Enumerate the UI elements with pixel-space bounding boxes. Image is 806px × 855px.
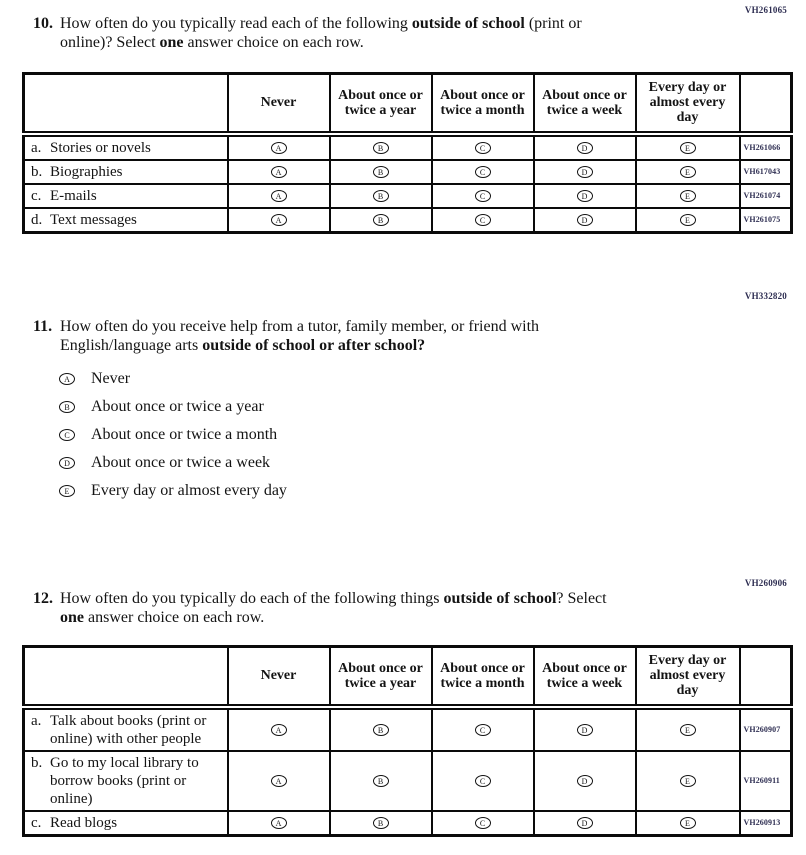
answer-cell <box>636 208 740 233</box>
answer-bubble-e[interactable]: E <box>680 214 696 226</box>
answer-bubble-e[interactable]: E <box>680 166 696 178</box>
row-label <box>24 707 228 751</box>
question-12-text <box>60 589 607 627</box>
answer-cell <box>534 751 636 811</box>
question-10-number: 10. <box>33 15 53 32</box>
option-label: About once or twice a month <box>91 425 278 443</box>
answer-cell <box>432 184 534 208</box>
option-label: About once or twice a week <box>91 453 271 471</box>
answer-cell <box>534 208 636 233</box>
answer-cell <box>330 751 432 811</box>
table-row <box>24 208 792 233</box>
question-12-number: 12. <box>33 590 53 607</box>
row-label-text: Read blogs <box>50 814 118 831</box>
item-code: VH261066 <box>740 134 792 160</box>
option-label: Never <box>91 369 131 387</box>
answer-bubble-e[interactable]: E <box>680 142 696 154</box>
row-letter: b. <box>31 754 43 771</box>
question-10-code: VH261065 <box>744 5 787 15</box>
header-blank <box>24 647 228 707</box>
table-header-row <box>24 647 792 707</box>
answer-cell <box>432 208 534 233</box>
answer-bubble-c[interactable]: C <box>475 724 491 736</box>
answer-cell <box>228 751 330 811</box>
answer-bubble-c[interactable]: C <box>475 142 491 154</box>
answer-bubble-b[interactable]: B <box>373 142 389 154</box>
question-10-text <box>60 14 582 52</box>
answer-bubble-b[interactable]: B <box>373 214 389 226</box>
row-label <box>24 811 228 836</box>
answer-bubble-c[interactable]: C <box>475 775 491 787</box>
answer-cell <box>534 160 636 184</box>
question-11-text-part: English/language arts <box>60 337 203 354</box>
question-11-number: 11. <box>33 318 53 335</box>
option-every-day[interactable] <box>59 482 287 499</box>
question-12-text-part: ? Select <box>556 590 607 607</box>
answer-cell <box>636 134 740 160</box>
row-label-text: Go to my local library to borrow books (print or online) <box>50 754 199 807</box>
question-12-code: VH260906 <box>744 578 787 588</box>
column-header-every-day: Every day or almost every day <box>636 647 740 707</box>
answer-cell <box>228 811 330 836</box>
item-code: VH260907 <box>740 707 792 751</box>
answer-cell <box>330 811 432 836</box>
question-10-text-part: answer choice on each row. <box>183 34 364 51</box>
answer-cell <box>534 811 636 836</box>
answer-cell <box>228 208 330 233</box>
answer-cell <box>432 160 534 184</box>
column-header-once-twice-month: About once or twice a month <box>432 74 534 134</box>
table-row <box>24 134 792 160</box>
question-12-text-part: answer choice on each row. <box>84 609 265 626</box>
row-letter: d. <box>31 211 43 228</box>
row-letter: c. <box>31 814 42 831</box>
row-letter: c. <box>31 187 42 204</box>
answer-cell <box>228 160 330 184</box>
row-label-text: Talk about books (print or online) with other people <box>50 712 207 747</box>
option-never[interactable] <box>59 370 287 387</box>
header-blank <box>24 74 228 134</box>
answer-cell <box>432 134 534 160</box>
answer-bubble-b[interactable]: B <box>373 775 389 787</box>
option-once-twice-week[interactable] <box>59 454 287 471</box>
question-11-text-part: How often do you receive help from a tutor, family member, or friend with <box>60 318 540 335</box>
answer-bubble-c[interactable]: C <box>475 817 491 829</box>
item-code: VH260913 <box>740 811 792 836</box>
question-11-options <box>59 370 287 510</box>
header-code-blank <box>740 647 792 707</box>
answer-bubble-d[interactable]: D <box>577 190 593 202</box>
answer-bubble-d[interactable]: D <box>577 817 593 829</box>
column-header-once-twice-year: About once or twice a year <box>330 647 432 707</box>
row-letter: a. <box>31 139 42 156</box>
question-12-text-part: How often do you typically do each of the following things <box>60 590 444 607</box>
item-code: VH260911 <box>740 751 792 811</box>
table-row <box>24 751 792 811</box>
answer-cell <box>330 134 432 160</box>
question-11-text-bold: outside of school or after school? <box>202 337 426 354</box>
answer-cell <box>636 751 740 811</box>
answer-bubble-b[interactable]: B <box>373 166 389 178</box>
row-label-text: E-mails <box>50 187 97 204</box>
answer-bubble-a[interactable]: A <box>271 724 287 736</box>
answer-cell <box>330 184 432 208</box>
answer-cell <box>330 208 432 233</box>
question-10-text-part: How often do you typically read each of the following <box>60 15 412 32</box>
row-label <box>24 160 228 184</box>
answer-cell <box>432 707 534 751</box>
question-10-matrix-table <box>22 72 793 234</box>
answer-cell <box>432 751 534 811</box>
answer-cell <box>534 184 636 208</box>
answer-bubble-a[interactable]: A <box>271 190 287 202</box>
answer-bubble-c[interactable]: C <box>475 214 491 226</box>
answer-cell <box>534 707 636 751</box>
answer-cell <box>636 184 740 208</box>
answer-cell <box>636 707 740 751</box>
column-header-never: Never <box>228 74 330 134</box>
item-code: VH261074 <box>740 184 792 208</box>
answer-bubble-b[interactable]: B <box>373 817 389 829</box>
option-label: Every day or almost every day <box>91 481 287 499</box>
answer-bubble-e[interactable]: E <box>680 817 696 829</box>
row-label <box>24 751 228 811</box>
answer-bubble-a[interactable]: A <box>271 214 287 226</box>
item-code: VH617043 <box>740 160 792 184</box>
answer-bubble-b[interactable]: B <box>373 190 389 202</box>
table-row <box>24 184 792 208</box>
answer-bubble-e[interactable]: E <box>680 190 696 202</box>
row-letter: a. <box>31 712 42 729</box>
answer-bubble-b[interactable]: B <box>59 401 75 413</box>
answer-bubble-d[interactable]: D <box>577 775 593 787</box>
answer-bubble-e[interactable]: E <box>59 485 75 497</box>
question-10-text-bold: outside of school <box>411 15 525 32</box>
row-letter: b. <box>31 163 43 180</box>
question-10-text-part: (print or <box>524 15 582 32</box>
option-label: About once or twice a year <box>91 397 264 415</box>
question-10 <box>33 14 733 52</box>
answer-cell <box>534 134 636 160</box>
answer-bubble-e[interactable]: E <box>680 724 696 736</box>
item-code: VH261075 <box>740 208 792 233</box>
answer-bubble-e[interactable]: E <box>680 775 696 787</box>
question-12 <box>33 589 753 627</box>
row-label <box>24 208 228 233</box>
header-code-blank <box>740 74 792 134</box>
column-header-never: Never <box>228 647 330 707</box>
row-label-text: Text messages <box>50 211 137 228</box>
answer-cell <box>432 811 534 836</box>
question-12-matrix-table <box>22 645 793 837</box>
option-once-twice-year[interactable] <box>59 398 287 415</box>
column-header-once-twice-year: About once or twice a year <box>330 74 432 134</box>
answer-cell <box>228 184 330 208</box>
table-header-row <box>24 74 792 134</box>
row-label <box>24 184 228 208</box>
row-label-text: Biographies <box>50 163 123 180</box>
answer-cell <box>636 811 740 836</box>
option-once-twice-month[interactable] <box>59 426 287 443</box>
answer-bubble-d[interactable]: D <box>59 457 75 469</box>
answer-cell <box>228 134 330 160</box>
answer-bubble-d[interactable]: D <box>577 142 593 154</box>
answer-bubble-d[interactable]: D <box>577 214 593 226</box>
answer-bubble-b[interactable]: B <box>373 724 389 736</box>
answer-bubble-c[interactable]: C <box>475 166 491 178</box>
question-10-text-part: online)? Select <box>60 34 160 51</box>
answer-cell <box>636 160 740 184</box>
answer-bubble-a[interactable]: A <box>59 373 75 385</box>
answer-bubble-c[interactable]: C <box>475 190 491 202</box>
answer-bubble-a[interactable]: A <box>271 775 287 787</box>
question-11-text <box>60 317 539 355</box>
column-header-once-twice-week: About once or twice a week <box>534 647 636 707</box>
question-11-code: VH332820 <box>744 291 787 301</box>
table-row <box>24 707 792 751</box>
column-header-every-day: Every day or almost every day <box>636 74 740 134</box>
question-12-text-bold: one <box>60 609 84 626</box>
table-row <box>24 811 792 836</box>
question-10-text-bold: one <box>159 34 184 51</box>
column-header-once-twice-week: About once or twice a week <box>534 74 636 134</box>
row-label-text: Stories or novels <box>50 139 151 156</box>
answer-cell <box>330 160 432 184</box>
table-row <box>24 160 792 184</box>
answer-bubble-d[interactable]: D <box>577 724 593 736</box>
answer-bubble-a[interactable]: A <box>271 817 287 829</box>
answer-cell <box>330 707 432 751</box>
answer-bubble-a[interactable]: A <box>271 142 287 154</box>
question-11 <box>33 317 673 355</box>
question-12-text-bold: outside of school <box>443 590 557 607</box>
answer-bubble-d[interactable]: D <box>577 166 593 178</box>
answer-bubble-a[interactable]: A <box>271 166 287 178</box>
answer-cell <box>228 707 330 751</box>
answer-bubble-c[interactable]: C <box>59 429 75 441</box>
row-label <box>24 134 228 160</box>
column-header-once-twice-month: About once or twice a month <box>432 647 534 707</box>
